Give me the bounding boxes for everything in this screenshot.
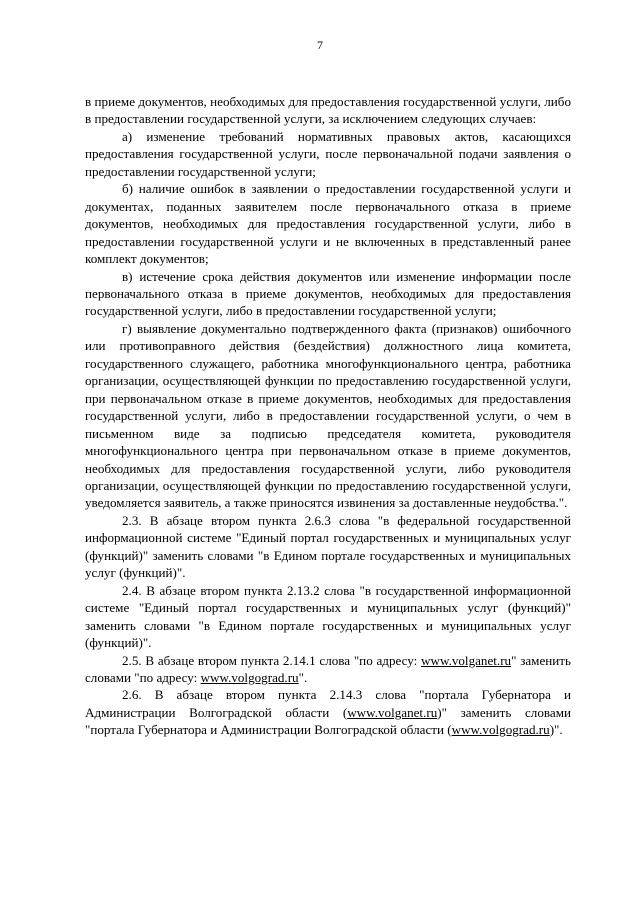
paragraph-2-6-text-b: )" заменить словами "портала Губернатора и Администрации Волгоградской области ( — [85, 704, 571, 738]
paragraph-2-5 — [85, 652, 571, 687]
paragraph-2-5-text-b: " заменить словами "по адресу: — [85, 652, 571, 685]
paragraph-continuation: в приеме документов, необходимых для предоставления государственной услуги, либо в предоставлении государственной услуги, за исключением следующих случаев: — [85, 94, 571, 127]
paragraph-item-a: а) изменение требований нормативных правовых актов, касающихся предоставления государственной услуги, после первоначальной подачи заявления о предоставлении государственной услуги; — [85, 128, 571, 179]
document-body — [85, 93, 571, 739]
volganet-link[interactable]: www.volganet.ru — [421, 652, 512, 668]
page-number: 7 — [317, 38, 323, 52]
paragraph-2-3: 2.3. В абзаце втором пункта 2.6.3 слова "в федеральной государственной информационной системе "Единый портал государственных и муниципальных услуг (функций)" заменить словами "в Едином портале государственных и муниципальных услуг (функций)". — [85, 512, 571, 581]
volgograd-link[interactable]: www.volgograd.ru — [451, 722, 550, 738]
paragraph-item-g: г) выявление документально подтвержденного факта (признаков) ошибочного или противоправного действия (бездействия) должностного лица комитета, государственного служащего, работника многофункционального центра, работника организации, осуществляющей функции по предоставлению государственной услуги, при первоначальном отказе в приеме документов, необходимых для предоставления государственной услуги, либо в предоставлении государственной услуги, о чем в письменном виде за подписью председателя комитета, руководителя многофункционального центра при первоначальном отказе в приеме документов, необходимых для предоставления государственной услуги, либо руководителя организации, осуществляющей функции по предоставлению государственной услуги, уведомляется заявитель, а также приносятся извинения за доставленные неудобства.". — [85, 320, 571, 511]
paragraph-2-5-text-a: 2.5. В абзаце втором пункта 2.14.1 слова "по адресу: — [122, 652, 422, 668]
paragraph-item-v: в) истечение срока действия документов или изменение информации после первоначального отказа в приеме документов, необходимых для предоставления государственной услуги, либо в предоставлении государственной услуги; — [85, 268, 571, 319]
volganet-link[interactable]: www.volganet.ru — [347, 704, 438, 720]
paragraph-2-6-text-a: 2.6. В абзаце втором пункта 2.14.3 слова "портала Губернатора и Администрации Волгоградской области ( — [85, 687, 571, 720]
paragraph-2-5-text-c: ". — [298, 669, 308, 685]
volgograd-link[interactable]: www.volgograd.ru — [200, 669, 299, 685]
paragraph-item-b: б) наличие ошибок в заявлении о предоставлении государственной услуги и документах, поданных заявителем после первоначального отказа в приеме документов, необходимых для предоставления государственной услуги, либо в предоставлении государственной услуги и не включенных в представленный ранее комплект документов; — [85, 181, 571, 267]
paragraph-2-6-text-c: )". — [549, 722, 563, 738]
paragraph-2-4: 2.4. В абзаце втором пункта 2.13.2 слова "в государственной информационной системе "Единый портал государственных и муниципальных услуг (функций)" заменить словами "в Едином портале государственных и муниципальных услуг (функций)". — [85, 582, 571, 651]
paragraph-2-6 — [85, 686, 571, 738]
